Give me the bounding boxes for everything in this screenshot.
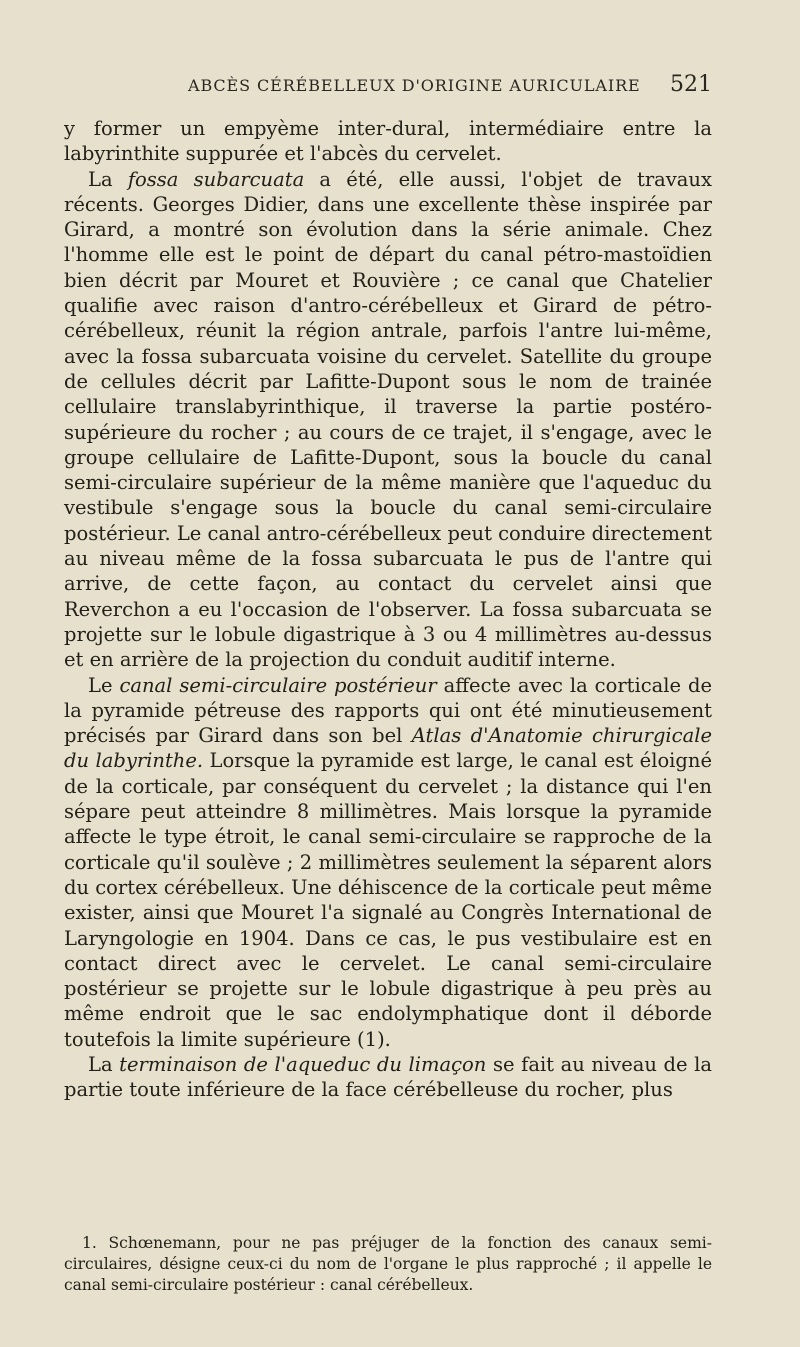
paragraph-3-lead: Le bbox=[88, 673, 120, 697]
term-aqueduc-limacon: terminaison de l'aqueduc du limaçon bbox=[119, 1052, 487, 1076]
paragraph-1 bbox=[64, 116, 712, 167]
paragraph-3-text-b: Lorsque la pyramide est large, le canal est éloigné de la corticale, par conséquent du cervelet ; la distance qui l'en sépare peut atteindre 8 millimètres. Mais lorsque la pyramide affecte le type étroit, le canal semi-circulaire se rapproche de la corticale qu'il soulève ; 2 millimètres seulement la séparent alors du cortex cérébelleux. Une déhiscence de la corticale peut même exister, ainsi que Mouret l'a signalé au Congrès International de Laryngologie en 1904. Dans ce cas, le pus vestibulaire est en contact direct avec le cervelet. Le canal semi-circulaire postérieur se projette sur le lobule digastrique à peu près au même endroit que le sac endolymphatique dont il déborde toutefois la limite supérieure (1). bbox=[64, 749, 712, 1051]
paragraph-2 bbox=[64, 167, 712, 673]
page-number: 521 bbox=[670, 72, 712, 97]
paragraph-4 bbox=[64, 1052, 712, 1103]
paragraph-2-text: a été, elle aussi, l'objet de travaux récents. Georges Didier, dans une excellente thèse inspirée par Girard, a montré son évolution dans la série animale. Chez l'homme elle est le point de départ du canal pétro-mastoïdien bien décrit par Mouret et Rouvière ; ce canal que Chatelier qualifie avec raison d'antro-cérébelleux et Girard de pétro-cérébelleux, réunit la région antrale, parfois l'antre lui-même, avec la fossa subarcuata voisine du cervelet. Satellite du groupe de cellules décrit par Lafitte-Dupont sous le nom de trainée cellulaire translabyrinthique, il traverse la partie postéro-supérieure du rocher ; au cours de ce trajet, il s'engage, avec le groupe cellulaire de Lafitte-Dupont, sous la boucle du canal semi-circulaire supérieur de la même manière que l'aqueduc du vestibule s'engage sous la boucle du canal semi-circulaire postérieur. Le canal antro-cérébelleux peut conduire directement au niveau même de la fossa subarcuata le pus de l'antre qui arrive, de cette façon, au contact du cervelet ainsi que Reverchon a eu l'occasion de l'observer. La fossa subarcuata se projette sur le lobule digastrique à 3 ou 4 millimètres au-dessus et en arrière de la projection du conduit auditif interne. bbox=[64, 167, 712, 672]
paragraph-4-lead: La bbox=[88, 1052, 120, 1076]
paragraph-2-lead: La bbox=[88, 167, 128, 191]
footnote: 1. Schœnemann, pour ne pas préjuger de la fonction des canaux semi-circulaires, désigne ceux-ci du nom de l'organe le plus rapproché ; il appelle le canal semi-circulaire postérieur : canal cérébelleux. bbox=[64, 1234, 712, 1294]
paragraph-3 bbox=[64, 673, 712, 1052]
body-text bbox=[64, 116, 712, 1103]
paragraph-4-text: se fait au niveau de la partie toute inférieure de la face cérébelleuse du rocher, plus bbox=[64, 1052, 712, 1102]
term-fossa-subarcuata: fossa subarcuata bbox=[127, 167, 305, 191]
running-title: ABCÈS CÉRÉBELLEUX D'ORIGINE AURICULAIRE bbox=[188, 76, 641, 95]
paragraph-1-text: y former un empyème inter-dural, intermédiaire entre la labyrinthite suppurée et l'abcès du cervelet. bbox=[64, 117, 712, 166]
atlas-title: Atlas d'Anatomie chirurgicale du labyrinthe. bbox=[64, 724, 712, 773]
running-head bbox=[64, 72, 712, 100]
term-canal-semi-circulaire: canal semi-circulaire postérieur bbox=[119, 673, 437, 697]
paragraph-3-text-a: affecte avec la corticale de la pyramide pétreuse des rapports qui ont été minutieusement précisés par Girard dans son bel bbox=[64, 673, 712, 748]
